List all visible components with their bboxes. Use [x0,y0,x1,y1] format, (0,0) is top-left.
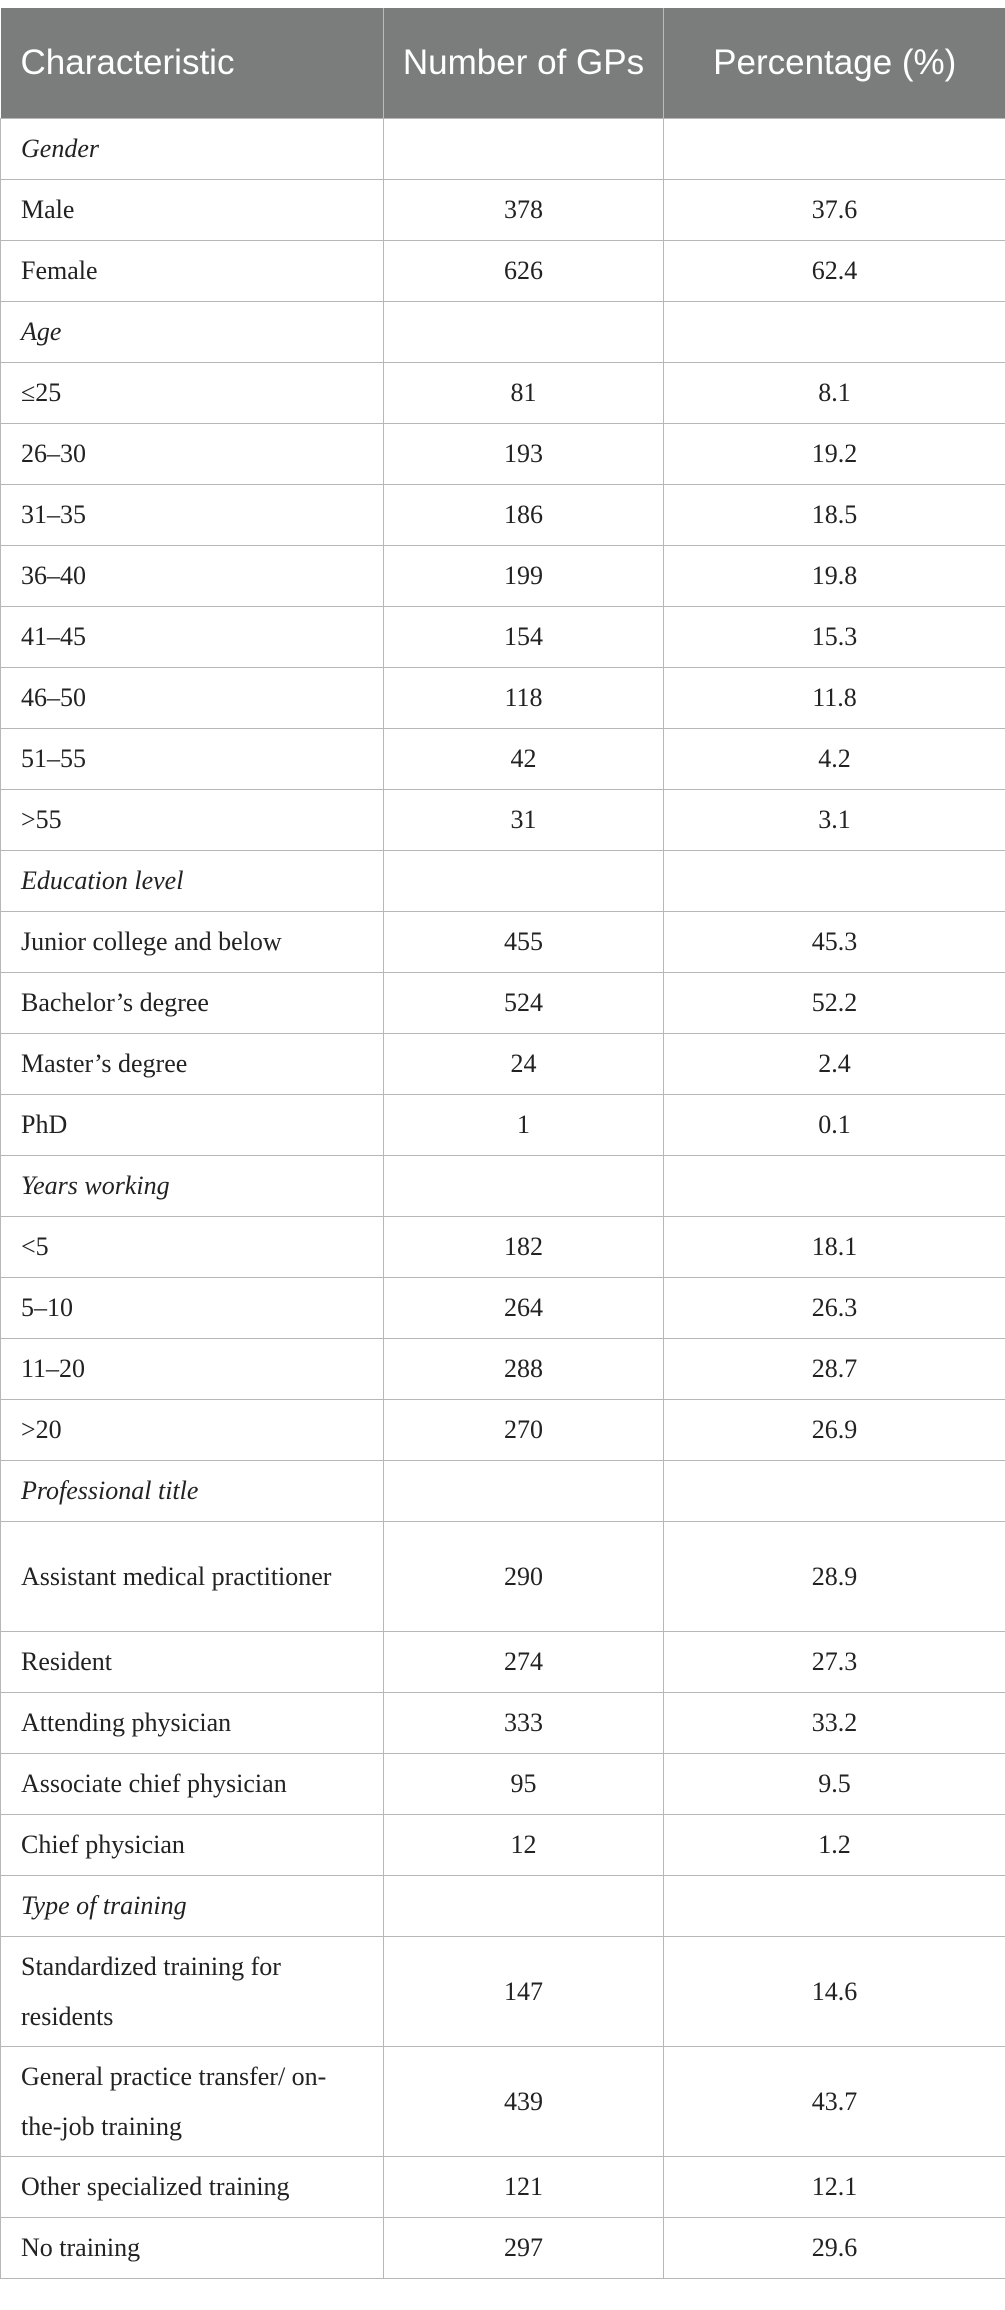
empty-cell [384,302,664,363]
section-row [1,119,1005,180]
number-cell: 12 [384,1815,664,1876]
characteristic-cell: Assistant medical practitioner [1,1522,384,1632]
section-row [1,851,1005,912]
gp-characteristics-table [0,8,1005,2279]
table-row [1,363,1005,424]
table-row [1,1278,1005,1339]
header-number-of-gps: Number of GPs [384,8,664,119]
table-row [1,1095,1005,1156]
characteristic-cell: PhD [1,1095,384,1156]
characteristic-cell: >55 [1,790,384,851]
table-row [1,485,1005,546]
section-label: Professional title [1,1461,384,1522]
characteristic-cell: ≤25 [1,363,384,424]
table-row [1,668,1005,729]
table-header [1,8,1005,119]
percentage-cell: 33.2 [664,1693,1005,1754]
section-row [1,1156,1005,1217]
number-cell: 333 [384,1693,664,1754]
number-cell: 24 [384,1034,664,1095]
table-row [1,1339,1005,1400]
table-row [1,1815,1005,1876]
characteristic-cell: 41–45 [1,607,384,668]
characteristic-cell: 11–20 [1,1339,384,1400]
table-body [1,119,1005,2279]
table-row [1,546,1005,607]
characteristic-cell: Attending physician [1,1693,384,1754]
number-cell: 264 [384,1278,664,1339]
number-cell: 42 [384,729,664,790]
empty-cell [664,302,1005,363]
number-cell: 199 [384,546,664,607]
percentage-cell: 15.3 [664,607,1005,668]
table-row [1,1632,1005,1693]
percentage-cell: 19.8 [664,546,1005,607]
empty-cell [664,1876,1005,1937]
number-cell: 626 [384,241,664,302]
number-cell: 378 [384,180,664,241]
characteristic-cell: 36–40 [1,546,384,607]
number-cell: 182 [384,1217,664,1278]
characteristic-cell: <5 [1,1217,384,1278]
percentage-cell: 28.9 [664,1522,1005,1632]
empty-cell [384,119,664,180]
number-cell: 274 [384,1632,664,1693]
header-row [1,8,1005,119]
percentage-cell: 9.5 [664,1754,1005,1815]
section-row [1,1461,1005,1522]
characteristic-cell: 51–55 [1,729,384,790]
characteristic-cell: Master’s degree [1,1034,384,1095]
table-row [1,607,1005,668]
percentage-cell: 14.6 [664,1937,1005,2047]
empty-cell [664,1461,1005,1522]
percentage-cell: 26.9 [664,1400,1005,1461]
empty-cell [384,1876,664,1937]
table-row [1,1937,1005,2047]
table-row [1,973,1005,1034]
section-label: Education level [1,851,384,912]
number-cell: 524 [384,973,664,1034]
percentage-cell: 12.1 [664,2157,1005,2218]
table-row [1,790,1005,851]
header-percentage: Percentage (%) [664,8,1005,119]
characteristic-cell: 46–50 [1,668,384,729]
number-cell: 31 [384,790,664,851]
percentage-cell: 18.1 [664,1217,1005,1278]
empty-cell [384,851,664,912]
table-row [1,1034,1005,1095]
characteristic-cell: Male [1,180,384,241]
empty-cell [664,851,1005,912]
percentage-cell: 43.7 [664,2047,1005,2157]
table-row [1,1522,1005,1632]
number-cell: 118 [384,668,664,729]
table-row [1,729,1005,790]
empty-cell [384,1461,664,1522]
section-label: Years working [1,1156,384,1217]
table-row [1,1400,1005,1461]
characteristic-cell: 5–10 [1,1278,384,1339]
percentage-cell: 52.2 [664,973,1005,1034]
empty-cell [664,1156,1005,1217]
characteristic-cell: Junior college and below [1,912,384,973]
number-cell: 297 [384,2218,664,2279]
percentage-cell: 45.3 [664,912,1005,973]
section-label: Age [1,302,384,363]
percentage-cell: 28.7 [664,1339,1005,1400]
section-row [1,1876,1005,1937]
characteristic-cell: Chief physician [1,1815,384,1876]
percentage-cell: 19.2 [664,424,1005,485]
characteristic-cell: Resident [1,1632,384,1693]
number-cell: 1 [384,1095,664,1156]
table-row [1,2157,1005,2218]
table-row [1,424,1005,485]
number-cell: 186 [384,485,664,546]
number-cell: 290 [384,1522,664,1632]
table-row [1,180,1005,241]
characteristic-cell: 26–30 [1,424,384,485]
percentage-cell: 8.1 [664,363,1005,424]
number-cell: 81 [384,363,664,424]
characteristic-cell: 31–35 [1,485,384,546]
table-row [1,2218,1005,2279]
characteristic-cell: Bachelor’s degree [1,973,384,1034]
percentage-cell: 0.1 [664,1095,1005,1156]
table-row [1,2047,1005,2157]
characteristic-cell: Female [1,241,384,302]
percentage-cell: 27.3 [664,1632,1005,1693]
section-row [1,302,1005,363]
number-cell: 439 [384,2047,664,2157]
table-row [1,1217,1005,1278]
empty-cell [384,1156,664,1217]
characteristic-cell: Standardized training for residents [1,1937,384,2047]
percentage-cell: 62.4 [664,241,1005,302]
number-cell: 193 [384,424,664,485]
empty-cell [664,119,1005,180]
table-row [1,1693,1005,1754]
number-cell: 288 [384,1339,664,1400]
number-cell: 154 [384,607,664,668]
percentage-cell: 1.2 [664,1815,1005,1876]
percentage-cell: 18.5 [664,485,1005,546]
header-characteristic: Characteristic [1,8,384,119]
percentage-cell: 26.3 [664,1278,1005,1339]
number-cell: 270 [384,1400,664,1461]
percentage-cell: 11.8 [664,668,1005,729]
percentage-cell: 29.6 [664,2218,1005,2279]
characteristic-cell: No training [1,2218,384,2279]
percentage-cell: 2.4 [664,1034,1005,1095]
table-row [1,241,1005,302]
number-cell: 95 [384,1754,664,1815]
percentage-cell: 4.2 [664,729,1005,790]
number-cell: 455 [384,912,664,973]
characteristic-cell: >20 [1,1400,384,1461]
percentage-cell: 3.1 [664,790,1005,851]
number-cell: 121 [384,2157,664,2218]
table-row [1,912,1005,973]
characteristic-cell: Associate chief physician [1,1754,384,1815]
section-label: Type of training [1,1876,384,1937]
number-cell: 147 [384,1937,664,2047]
section-label: Gender [1,119,384,180]
percentage-cell: 37.6 [664,180,1005,241]
characteristic-cell: General practice transfer/ on-the-job training [1,2047,384,2157]
characteristic-cell: Other specialized training [1,2157,384,2218]
table-row [1,1754,1005,1815]
